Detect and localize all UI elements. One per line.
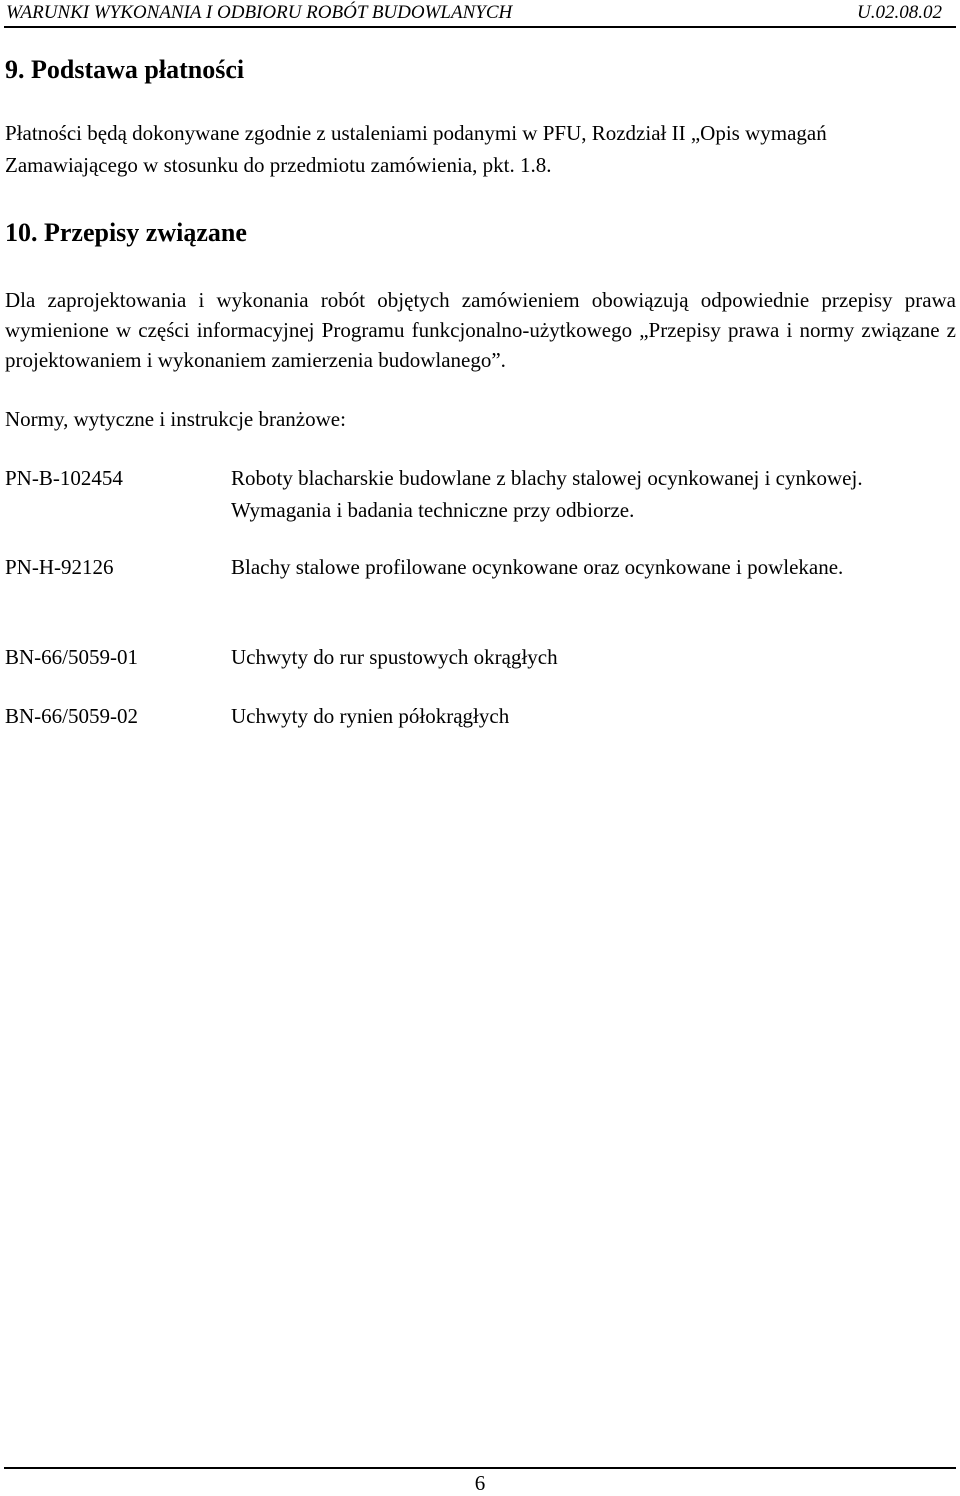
norms-intro: Normy, wytyczne i instrukcje branżowe: xyxy=(5,407,346,431)
payment-paragraph: Płatności będą dokonywane zgodnie z ustaleniami podanymi w PFU, Rozdział II „Opis wymagań Zamawiającego w stosunku do przedmiotu zamówienia, pkt. 1.8. xyxy=(5,121,827,177)
running-header xyxy=(4,2,956,28)
norm-code: BN-66/5059-01 xyxy=(5,645,138,669)
norm-description: Uchwyty do rur spustowych okrągłych xyxy=(231,645,558,669)
norm-code: PN-H-92126 xyxy=(5,555,114,579)
norm-description: Blachy stalowe profilowane ocynkowane oraz ocynkowane i powlekane. xyxy=(231,555,844,579)
footer-divider xyxy=(4,1467,956,1469)
norm-code: PN-B-102454 xyxy=(5,466,123,490)
document-code: U.02.08.02 xyxy=(857,2,942,23)
page-number: 6 xyxy=(474,1471,486,1495)
section-heading-regulations: 10. Przepisy związane xyxy=(5,218,247,247)
regulations-paragraph: Dla zaprojektowania i wykonania robót objętych zamówieniem obowiązują odpowiednie przepisy prawa wymienione w części informacyjnej Programu funkcjonalno-użytkowego „Przepisy prawa i normy związane z projektowaniem i wykonaniem zamierzenia budowlanego”. xyxy=(5,288,956,372)
norm-description: Roboty blacharskie budowlane z blachy stalowej ocynkowanej i cynkowej. Wymagania i badania techniczne przy odbiorze. xyxy=(231,466,863,522)
norm-code: BN-66/5059-02 xyxy=(5,704,138,728)
section-heading-payment: 9. Podstawa płatności xyxy=(5,55,245,84)
norm-description: Uchwyty do rynien półokrągłych xyxy=(231,704,510,728)
document-title: WARUNKI WYKONANIA I ODBIORU ROBÓT BUDOWLANYCH xyxy=(6,2,513,23)
